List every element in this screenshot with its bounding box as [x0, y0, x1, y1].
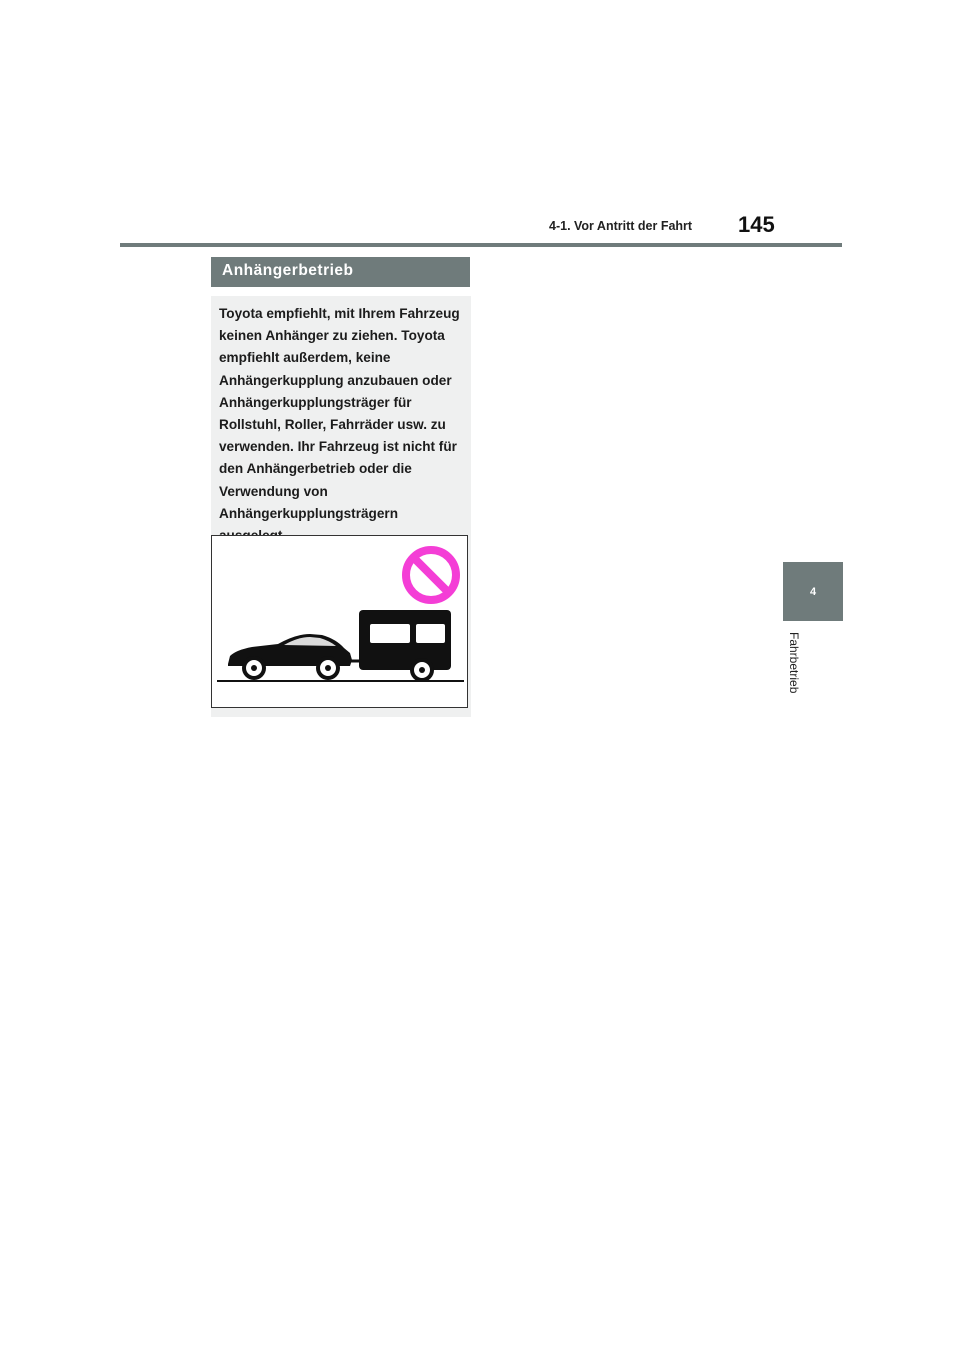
section-title: 4-1. Vor Antritt der Fahrt — [549, 219, 693, 233]
header-divider — [120, 243, 842, 247]
info-body-text: Toyota empfiehlt, mit Ihrem Fahrzeug keinen Anhänger zu ziehen. Toyota empfiehlt außerdem, keine Anhängerkupplung anzubauen oder Anhängerkupplungsträger für Rollstuhl, Roller, Fahrräder usw. zu verwenden. Ihr Fahrzeug ist nicht für den Anhängerbetrieb oder die Verwendung von Anhängerkupplungsträgern — [219, 306, 460, 521]
prohibited-icon — [406, 550, 456, 600]
chapter-label: Fahrbetrieb — [787, 632, 801, 694]
prohibited-slash — [413, 557, 449, 593]
car-icon — [228, 634, 352, 678]
section-heading: Anhängerbetrieb — [211, 257, 470, 287]
caravan-trailer-icon — [346, 610, 451, 680]
towing-prohibited-illustration — [211, 535, 468, 708]
page-number: 145 — [738, 212, 775, 237]
chapter-number: 4 — [809, 585, 817, 598]
chapter-tab[interactable] — [783, 562, 843, 621]
